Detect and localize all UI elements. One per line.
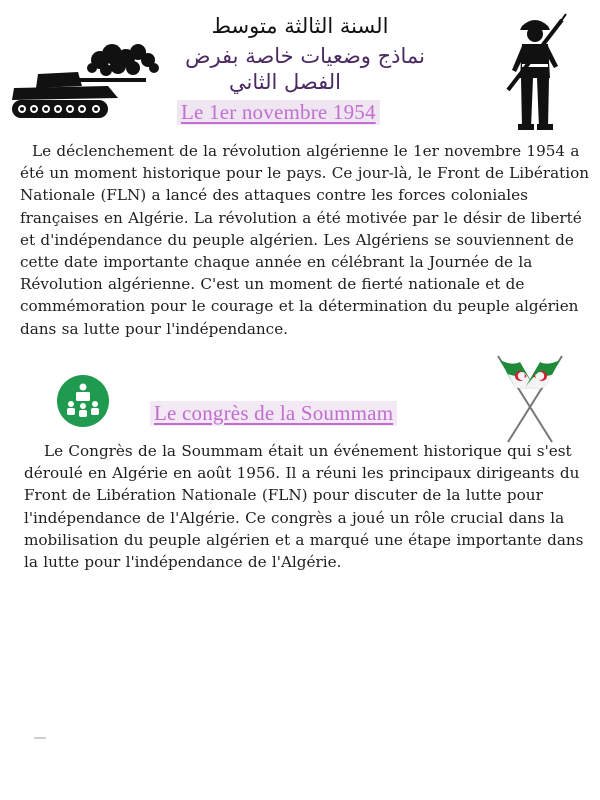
paragraph-november: Le déclenchement de la révolution algérienne le 1er novembre 1954 a été un moment historique pour le pays. Ce jour-là, le Front de Libération Nationale (FLN) a lancé des attaques contre les forces coloniales françaises en Algérie. La révolution a été motivée par le désir de liberté et d'indépendance du peuple algérien. Les Algériens se souviennent de cette date importante chaque année en célébrant la Journée de la Révolution algérienne. C'est un moment de fierté nationale et de commémoration pour le courage et la détermination du peuple algérien dans sa lutte pour l'indépendance. — [20, 142, 590, 338]
soldier-icon — [500, 12, 570, 132]
tank-icon — [8, 38, 178, 123]
divider-mark — [34, 737, 46, 739]
arabic-level-heading: السنة الثالثة متوسط — [211, 14, 389, 38]
crossed-flags-icon — [480, 352, 580, 444]
section-title-november: Le 1er novembre 1954 — [177, 100, 380, 125]
arabic-subtitle: نماذج وضعيات خاصة بفرض — [185, 44, 425, 68]
arabic-term: الفصل الثاني — [229, 70, 341, 94]
paragraph-soummam: Le Congrès de la Soummam était un événement historique qui s'est déroulé en Algérie en août 1956. Il a réuni les principaux dirigeants du Front de Libération Nationale (FLN) pour discuter de la lutte pour l'indépendance de l'Algérie. Ce congrès a joué un rôle crucial dans la mobilisation du peuple algérien et a marqué une étape importante dans la lutte pour l'indépendance de l'Algérie. — [24, 442, 584, 572]
congress-icon — [56, 374, 110, 428]
section-title-soummam: Le congrès de la Soummam — [150, 401, 397, 426]
